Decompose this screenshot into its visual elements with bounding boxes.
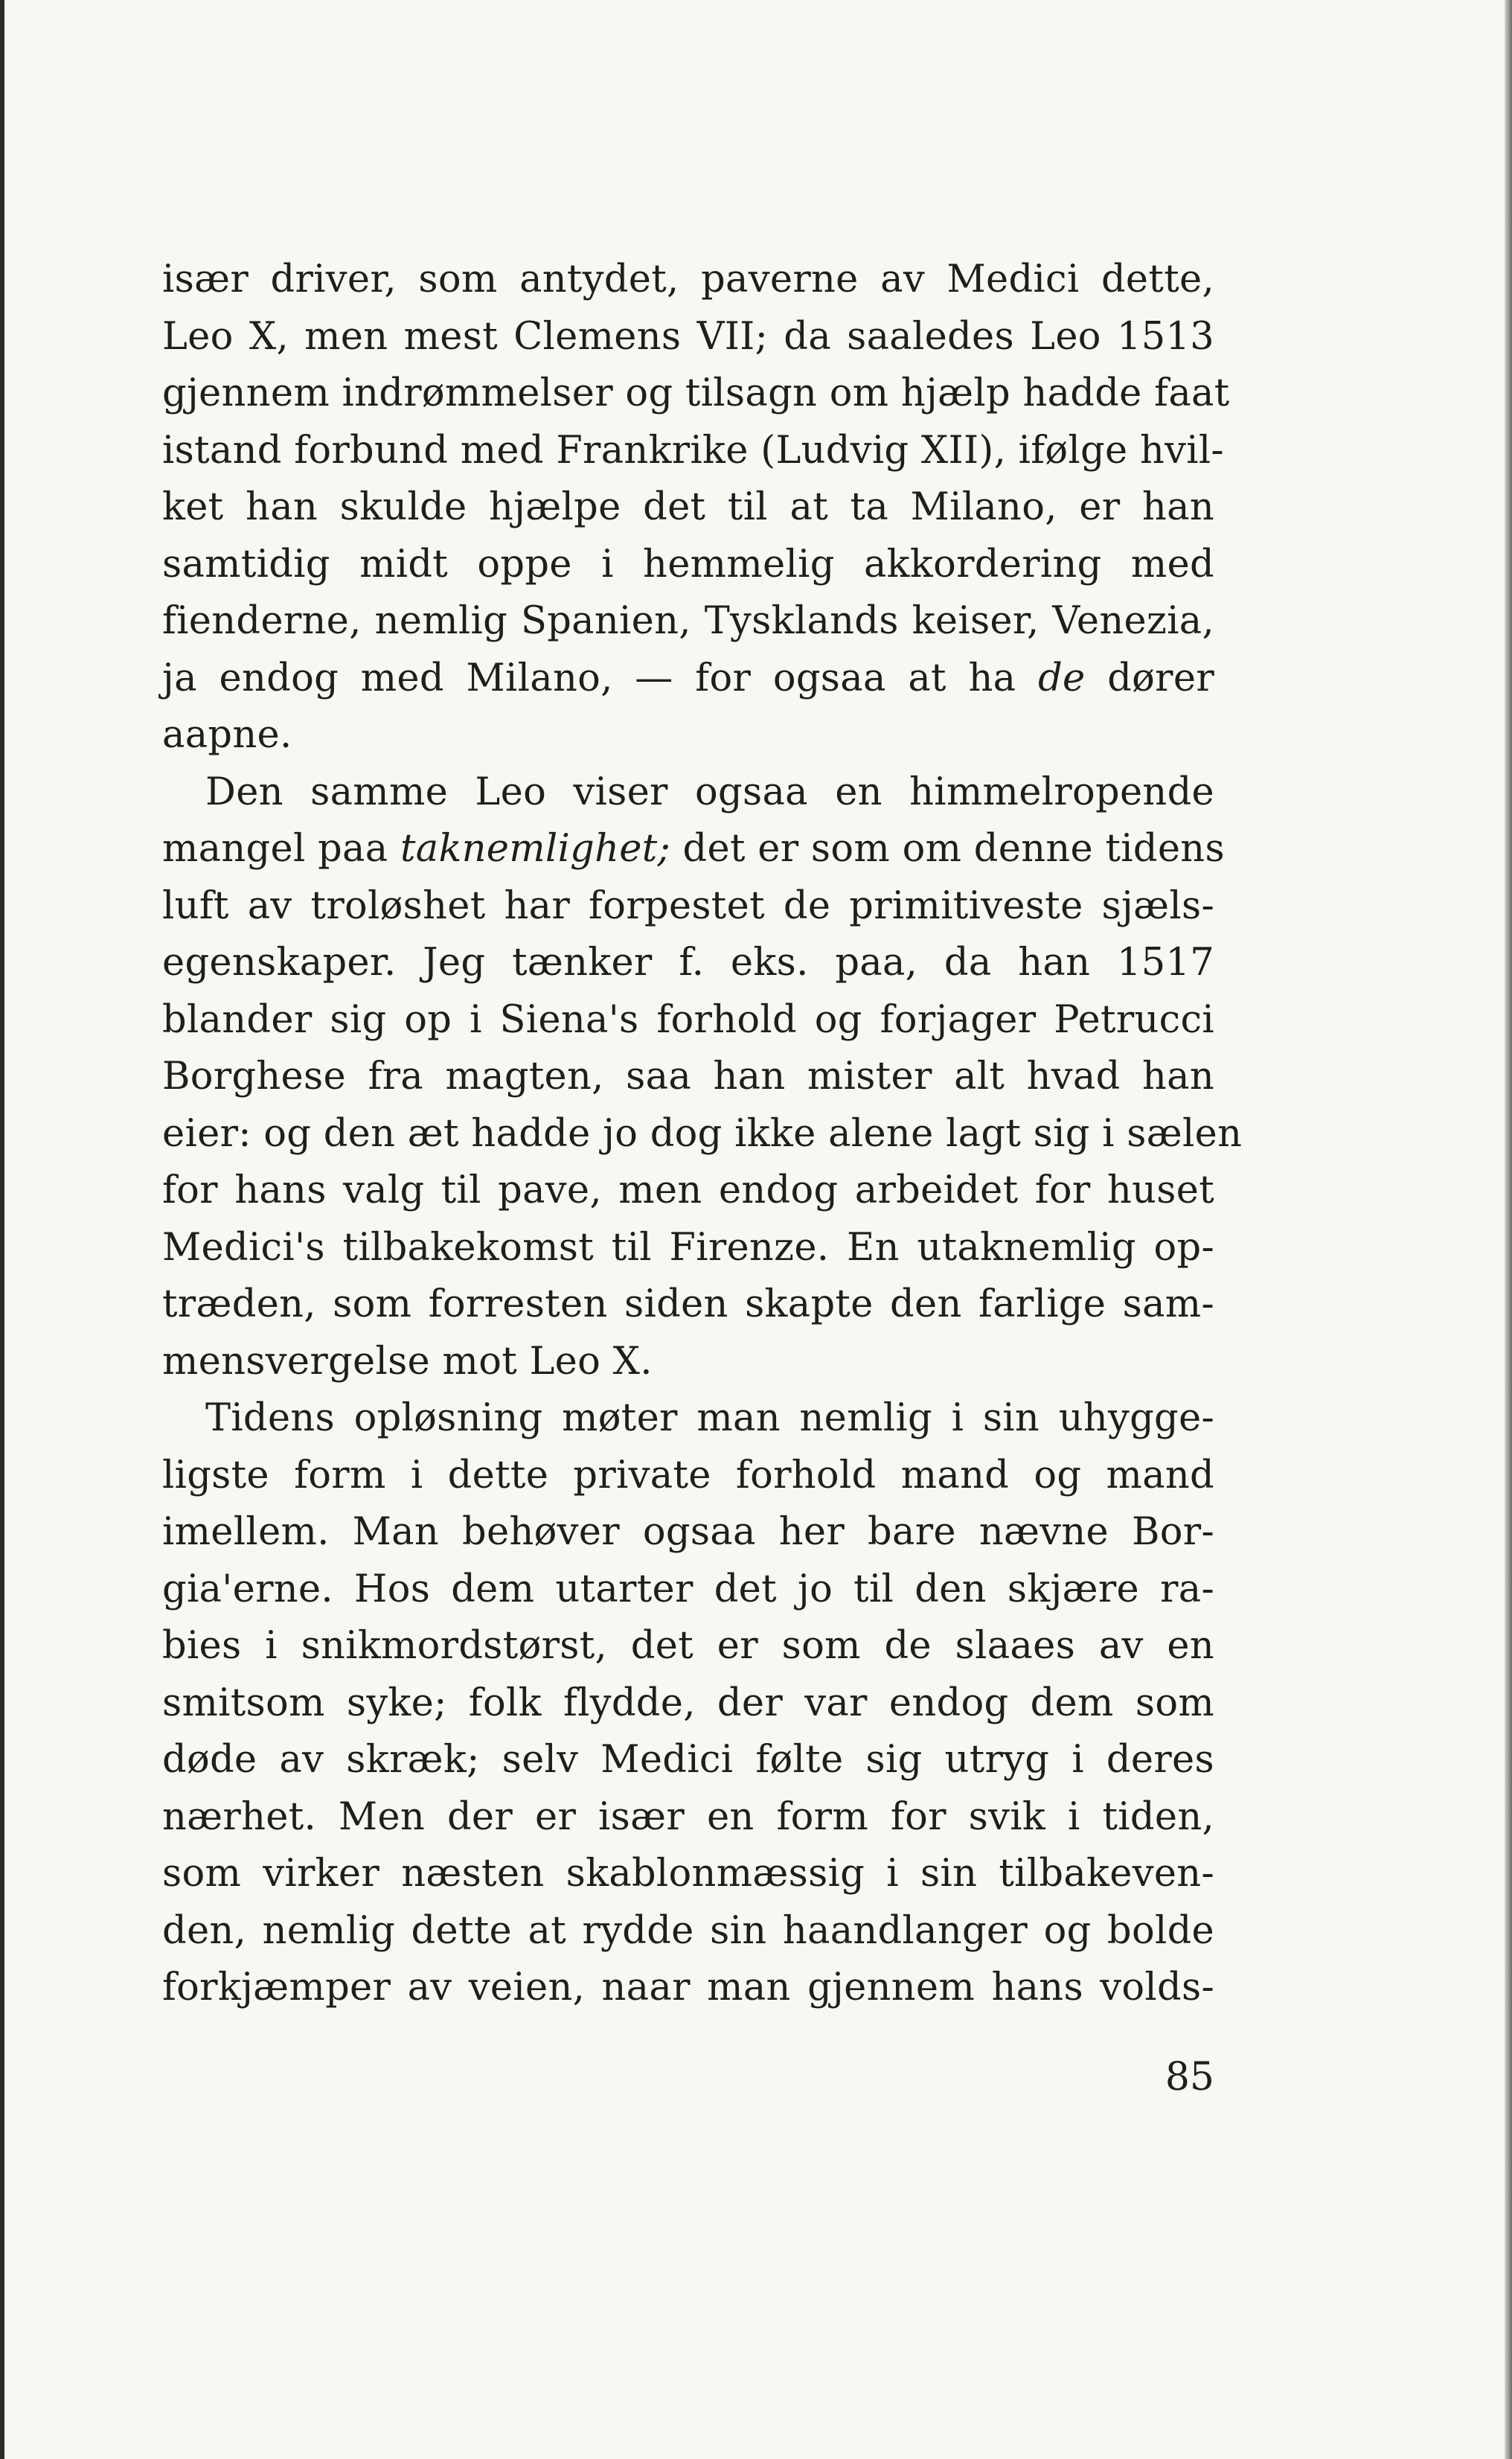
text-line: eier: og den æt hadde jo dog ikke alene lagt sig i sælen: [162, 1111, 1243, 1156]
text-line: bies i snikmordstørst, det er som de slaaes av en: [162, 1624, 1214, 1668]
text-run: det er som om denne tidens: [670, 827, 1225, 871]
text-line: Leo X, men mest Clemens VII; da saaledes Leo 1513: [162, 314, 1214, 359]
page-right-edge: [1505, 0, 1512, 2459]
text-line: mensvergelse mot Leo X.: [162, 1339, 653, 1384]
paragraph-start-line: Den samme Leo viser ogsaa en himmelropende: [205, 770, 1214, 814]
text-line: som virker næsten skablonmæssig i sin tilbakeven-: [162, 1852, 1214, 1896]
paragraph-start-line: Tidens opløsning møter man nemlig i sin uhygge-: [205, 1396, 1214, 1440]
text-line: samtidig midt oppe i hemmelig akkordering med: [162, 542, 1214, 586]
page-number: 85: [1165, 2055, 1214, 2100]
body-text: [162, 252, 1243, 2017]
text-line: imellem. Man behøver ogsaa her bare nævne Bor-: [162, 1510, 1214, 1554]
text-line: døde av skræk; selv Medici følte sig utryg i deres: [162, 1738, 1214, 1782]
text-line: egenskaper. Jeg tænker f. eks. paa, da han 1517: [162, 941, 1214, 985]
text-line: istand forbund med Frankrike (Ludvig XII), ifølge hvil-: [162, 428, 1224, 473]
text-line: gia'erne. Hos dem utarter det jo til den skjære ra-: [162, 1567, 1214, 1611]
text-line: [162, 650, 1214, 708]
text-line: [162, 821, 1225, 878]
text-line: forkjæmper av veien, naar man gjennem hans volds-: [162, 1966, 1214, 2009]
text-run: mangel paa: [162, 827, 400, 871]
text-line: Borghese fra magten, saa han mister alt hvad han: [162, 1055, 1214, 1099]
text-line: aapne.: [162, 713, 292, 757]
text-run: ja endog med Milano, — for ogsaa at ha: [162, 656, 1039, 700]
text-line: gjennem indrømmelser og tilsagn om hjælp hadde faat: [162, 371, 1230, 415]
text-line: især driver, som antydet, paverne av Medici dette,: [162, 258, 1214, 301]
text-line: smitsom syke; folk flydde, der var endog dem som: [162, 1681, 1214, 1725]
text-line: ligste form i dette private forhold mand og mand: [162, 1453, 1214, 1497]
emphasis: de: [1038, 656, 1086, 700]
text-line: Medici's tilbakekomst til Firenze. En utaknemlig op-: [162, 1225, 1214, 1270]
text-line: for hans valg til pave, men endog arbeidet for huset: [162, 1168, 1214, 1212]
page-left-edge: [0, 0, 4, 2459]
emphasis: taknemlighet;: [400, 827, 671, 871]
text-line: blander sig op i Siena's forhold og forjager Petrucci: [162, 997, 1214, 1042]
text-line: fienderne, nemlig Spanien, Tysklands keiser, Venezia,: [162, 599, 1214, 643]
text-line: nærhet. Men der er især en form for svik i tiden,: [162, 1794, 1214, 1839]
text-line: træden, som forresten siden skapte den farlige sam-: [162, 1282, 1214, 1326]
text-run: dører: [1085, 656, 1214, 700]
text-line: ket han skulde hjælpe det til at ta Milano, er han: [162, 485, 1214, 529]
text-line: den, nemlig dette at rydde sin haandlanger og bolde: [162, 1908, 1214, 1953]
text-line: luft av troløshet har forpestet de primitiveste sjæls-: [162, 883, 1214, 928]
